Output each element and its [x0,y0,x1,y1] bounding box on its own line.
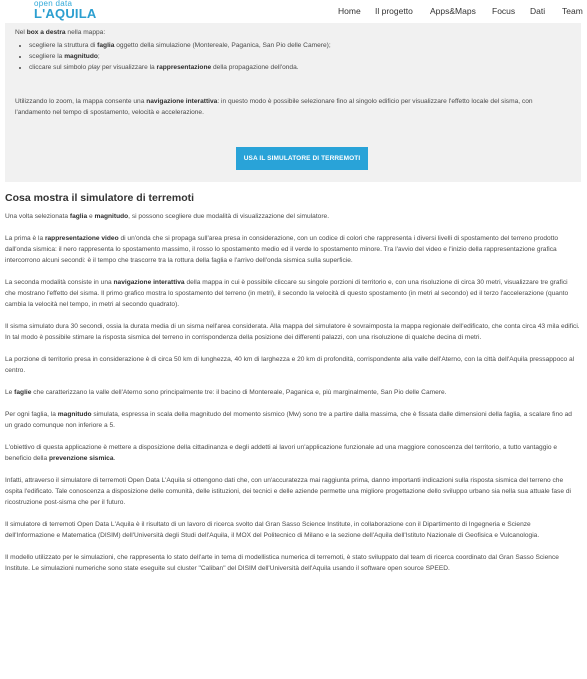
article-content [5,192,580,585]
nav-apps-maps[interactable]: Apps&Maps [430,6,476,16]
instructions-intro: Nel box a destra nella mappa: [15,29,106,36]
paragraph: La seconda modalità consiste in una navigazione interattiva della mappa in cui è possibile cliccare su singole porzioni di territorio e, con una risoluzione di circa 30 metri, visualizzare tre grafici che mostrano l'effetto del sisma. Il primo grafico mostra lo spostamento del terreno (in metri), il secondo la velocità di questo spostamento (in metri al secondo) ed il terzo l'accelerazione (quanto cambia la velocità nel tempo, in metri al secondo quadrato). [5,279,569,308]
nav-il-progetto[interactable]: Il progetto [375,6,413,16]
paragraph: Le faglie che caratterizzano la valle dell'Aterno sono principalmente tre: il bacino di Montereale, Paganica e, più marginalmente, San Pio delle Camere. [5,389,447,396]
nav-home[interactable]: Home [338,6,361,16]
paragraph: Il modello utilizzato per le simulazioni, che rappresenta lo stato dell'arte in tema di modellistica numerica di terremoti, è stato sviluppato dal team di ricerca coordinato dal Gran Sasso Science Institute. Le simulazioni numeriche sono state eseguite sul cluster "Caliban" del DISIM dell'Università dell'Aquila usando il software open source SPEED. [5,554,559,572]
list-item: • scegliere la struttura di faglia oggetto della simulazione (Montereale, Paganica, San Pio delle Camere); [29,40,331,51]
instructions-box [5,23,581,182]
use-simulator-button[interactable]: USA IL SIMULATORE DI TERREMOTI [236,147,368,170]
paragraph: Il sisma simulato dura 30 secondi, ossia la durata media di un sisma nell'area considerata. Alla mappa del simulatore è sovraimposta la mappa regionale dell'edificato, che conta circa 43 mila edifici. In tal modo è possibile stimare la risposta sismica del terreno in corrispondenza della posizione dei differenti palazzi, con una risoluzione di qualche decina di metri. [5,323,580,341]
paragraph: Infatti, attraverso il simulatore di terremoti Open Data L'Aquila si ottengono dati che, con un'accuratezza mai raggiunta prima, danno importanti indicazioni sulla risposta sismica del terreno che ospita l'edificato. Tale conoscenza a disposizione delle comunità, delle istituzioni, dei tecnici e delle aziende permette una migliore progettazione dello sviluppo urbano sia nella sua attuale fase di ricostruzione post-sisma che per il futuro. [5,477,571,506]
list-item: • cliccare sul simbolo play per visualizzare la rappresentazione della propagazione dell'onda. [29,62,331,73]
logo-title: L'AQUILA [34,6,97,21]
nav-dati[interactable]: Dati [530,6,546,16]
paragraph: Il simulatore di terremoti Open Data L'Aquila è il risultato di un lavoro di ricerca svolto dal Gran Sasso Science Institute, in collaborazione con il Dipartimento di Ingegneria e Scienze dell'Informazione e Matematica (DISIM) dell'Università degli Studi dell'Aquila, il MOX del Politecnico di Milano e la sezione dell'Aquila dell'Istituto Nazionale di Geofisica e Vulcanologia. [5,521,540,539]
nav-team[interactable]: Team [562,6,583,16]
section-title: Cosa mostra il simulatore di terremoti [5,192,195,204]
paragraph: La porzione di territorio presa in considerazione è di circa 50 km di lunghezza, 40 km di larghezza e 20 km di profondità, corrispondente alla valle dell'Aterno, con la città dell'Aquila pressappoco al centro. [5,356,575,374]
paragraph: L'obiettivo di questa applicazione è mettere a disposizione della cittadinanza e degli addetti ai lavori un'applicazione funzionale ad una maggiore conoscenza del territorio, a tutto vantaggio e beneficio della prevenzione sismica. [5,444,557,462]
paragraph: Una volta selezionata faglia e magnitudo, si possono scegliere due modalità di visualizzazione del simulatore. [5,213,330,220]
list-item: • scegliere la magnitudo; [29,51,331,62]
instructions-list [15,40,331,73]
paragraph: Per ogni faglia, la magnitudo simulata, espressa in scala della magnitudo del momento sismico (Mw) sono tre a partire dalla massima, che è fissata dalle dimensioni della faglia, a scalare fino ad un grado comunque non inferiore a 5. [5,411,572,429]
zoom-description: Utilizzando lo zoom, la mappa consente una navigazione interattiva: in questo modo è possibile selezionare fino al singolo edificio per visualizzare l'effetto locale del sisma, con l'andamento nel tempo di spostamento, velocità e accelerazione. [15,98,533,116]
nav-focus[interactable]: Focus [492,6,516,16]
logo-subtitle: open data [34,0,73,8]
paragraph: La prima è la rappresentazione video di un'onda che si propaga sull'area presa in considerazione, con un codice di colori che rappresenta i diversi livelli di spostamento del terreno prodotto dall'onda sismica: il nero rappresenta lo spostamento massimo, il rosso lo spostamento medio ed il verde lo spostamento minore. Tra l'avvio del video e l'inizio della rappresentazione grafica intercorrono alcuni secondi: è il tempo che trascorre tra la rottura della faglia e l'arrivo dell'onda sismica sulla superficie. [5,235,559,264]
top-navigation-bar [0,0,587,23]
open-data-laquila-logo[interactable] [34,0,104,22]
